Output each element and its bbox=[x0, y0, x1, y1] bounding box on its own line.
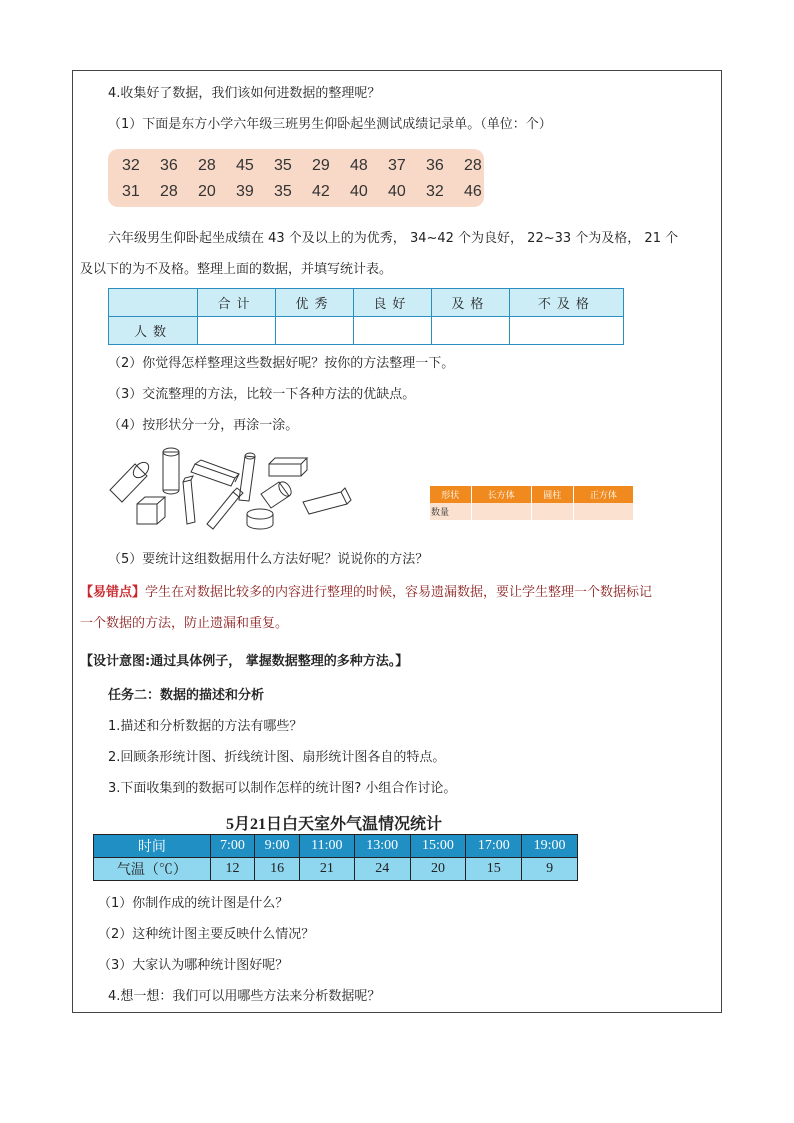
q4-part1: （1）下面是东方小学六年级三班男生仰卧起坐测试成绩记录单。（单位：个） bbox=[108, 117, 552, 132]
temperature-time-cell: 19:00 bbox=[522, 835, 578, 858]
shape-count-table bbox=[430, 486, 634, 520]
task2-item1: 1.描述和分析数据的方法有哪些？ bbox=[108, 719, 303, 734]
temperature-value-cell: 12 bbox=[210, 858, 255, 881]
numbers-row-2 bbox=[122, 183, 502, 201]
score-table-cell bbox=[509, 317, 623, 345]
shape-table-cell bbox=[531, 503, 573, 520]
q4-part5: （5）要统计这组数据用什么方法好呢？说说你的方法？ bbox=[108, 552, 429, 567]
task2-title: 任务二：数据的描述和分析 bbox=[108, 688, 265, 703]
temperature-time-cell: 11:00 bbox=[299, 835, 354, 858]
score-table-header: 良好 bbox=[353, 289, 431, 317]
score-table-cell bbox=[275, 317, 353, 345]
task2-sub1: （1）你制作成的统计图是什么？ bbox=[98, 896, 289, 911]
criteria-line-1: 六年级男生仰卧起坐成绩在 43 个及以上的为优秀， 34~42 个为良好， 22~33 个为及格， 21 个 bbox=[108, 231, 679, 246]
temperature-time-cell: 15:00 bbox=[410, 835, 466, 858]
shape-table-header: 长方体 bbox=[471, 486, 531, 503]
task2-item3: 3.下面收集到的数据可以制作怎样的统计图? 小组合作讨论。 bbox=[108, 781, 457, 796]
score-table-header: 及格 bbox=[431, 289, 509, 317]
score-number: 40 bbox=[350, 183, 368, 200]
temperature-value-cell: 21 bbox=[299, 858, 354, 881]
temperature-time-cell: 13:00 bbox=[354, 835, 410, 858]
short-cylinder bbox=[247, 509, 273, 529]
design-intent: 【设计意图:通过具体例子， 掌握数据整理的多种方法。】 bbox=[80, 654, 409, 669]
task2-item2: 2.回顾条形统计图、折线统计图、扇形统计图各自的特点。 bbox=[108, 750, 446, 765]
score-number: 37 bbox=[388, 157, 406, 174]
tilted-cylinder-1 bbox=[110, 459, 152, 502]
number-record-box bbox=[108, 149, 484, 207]
flat-cuboid bbox=[303, 488, 351, 514]
tilted-cuboid-1 bbox=[191, 460, 239, 486]
score-table bbox=[108, 288, 624, 345]
temperature-time-cell: 7:00 bbox=[210, 835, 255, 858]
q4-part2: （2）你觉得怎样整理这些数据好呢？按你的方法整理一下。 bbox=[108, 356, 455, 371]
score-table-header: 合计 bbox=[198, 289, 276, 317]
task2-sub3: （3）大家认为哪种统计图好呢？ bbox=[98, 958, 289, 973]
temperature-table-title: 5月21日白天室外气温情况统计 bbox=[226, 816, 443, 833]
task2-item4: 4.想一想：我们可以用哪些方法来分析数据呢？ bbox=[108, 989, 381, 1004]
score-number: 39 bbox=[236, 183, 254, 200]
score-number: 28 bbox=[464, 157, 482, 174]
score-table-header: 优秀 bbox=[275, 289, 353, 317]
shape-table-cell bbox=[471, 503, 531, 520]
score-number: 36 bbox=[160, 157, 178, 174]
tilted-cylinder-2 bbox=[239, 453, 255, 501]
score-table-cell bbox=[431, 317, 509, 345]
shape-table-cell bbox=[573, 503, 633, 520]
temperature-table bbox=[93, 834, 578, 881]
upright-cylinder bbox=[163, 448, 179, 494]
score-number: 45 bbox=[236, 157, 254, 174]
temperature-value-label: 气温（℃） bbox=[94, 858, 211, 881]
temperature-value-cell: 16 bbox=[255, 858, 300, 881]
temperature-value-cell: 20 bbox=[410, 858, 466, 881]
temperature-time-label: 时间 bbox=[94, 835, 211, 858]
temperature-time-cell: 9:00 bbox=[255, 835, 300, 858]
q4-title: 4.收集好了数据，我们该如何进数据的整理呢？ bbox=[108, 86, 381, 101]
score-number: 32 bbox=[122, 157, 140, 174]
score-table-cell bbox=[353, 317, 431, 345]
q4-part3: （3）交流整理的方法，比较一下各种方法的优缺点。 bbox=[108, 387, 416, 402]
score-number: 36 bbox=[426, 157, 444, 174]
score-number: 46 bbox=[464, 183, 482, 200]
score-table-row-label: 人数 bbox=[109, 317, 198, 345]
score-table-header: 不及格 bbox=[509, 289, 623, 317]
q4-part4: （4）按形状分一分，再涂一涂。 bbox=[108, 418, 299, 433]
score-number: 35 bbox=[274, 157, 292, 174]
score-number: 32 bbox=[426, 183, 444, 200]
temperature-value-cell: 9 bbox=[522, 858, 578, 881]
error-text-1: 学生在对数据比较多的内容进行整理的时候，容易遗漏数据，要让学生整理一个数据标记 bbox=[145, 585, 653, 600]
shape-table-header: 形状 bbox=[430, 486, 471, 503]
score-number: 35 bbox=[274, 183, 292, 200]
cube bbox=[137, 497, 165, 524]
shape-table-header: 圆柱 bbox=[531, 486, 573, 503]
solid-shapes-illustration bbox=[105, 442, 355, 537]
shape-table-row-label: 数量 bbox=[430, 503, 471, 520]
temperature-time-cell: 17:00 bbox=[466, 835, 522, 858]
temperature-value-cell: 15 bbox=[466, 858, 522, 881]
score-number: 28 bbox=[198, 157, 216, 174]
score-table-cell bbox=[198, 317, 276, 345]
score-number: 48 bbox=[350, 157, 368, 174]
error-label: 【易错点】 bbox=[80, 585, 146, 600]
score-number: 40 bbox=[388, 183, 406, 200]
score-number: 42 bbox=[312, 183, 330, 200]
score-number: 20 bbox=[198, 183, 216, 200]
score-number: 31 bbox=[122, 183, 140, 200]
score-table-header bbox=[109, 289, 198, 317]
tall-cuboid bbox=[183, 476, 195, 524]
shape-table-header: 正方体 bbox=[573, 486, 633, 503]
error-text-2: 一个数据的方法，防止遗漏和重复。 bbox=[80, 616, 289, 631]
numbers-row-1 bbox=[122, 157, 502, 175]
tilted-cylinder-3 bbox=[261, 480, 294, 508]
task2-sub2: （2）这种统计图主要反映什么情况？ bbox=[98, 927, 315, 942]
score-number: 28 bbox=[160, 183, 178, 200]
score-number: 29 bbox=[312, 157, 330, 174]
error-point bbox=[80, 585, 652, 601]
diagonal-cuboid bbox=[207, 488, 243, 529]
criteria-line-2: 及以下的为不及格。整理上面的数据，并填写统计表。 bbox=[80, 262, 393, 277]
small-cuboid bbox=[269, 458, 307, 476]
temperature-value-cell: 24 bbox=[354, 858, 410, 881]
